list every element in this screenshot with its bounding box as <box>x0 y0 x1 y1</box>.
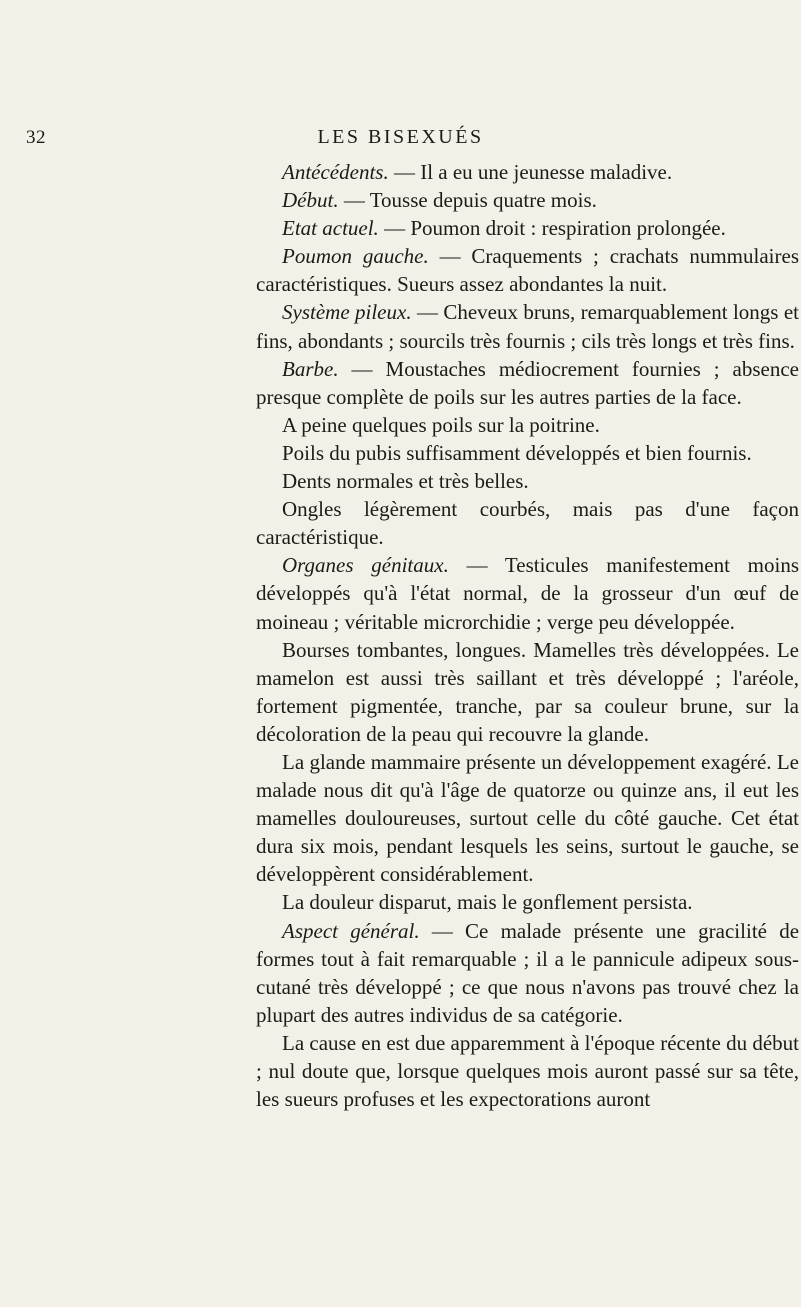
paragraph <box>256 495 799 551</box>
paragraph-text: — Il a eu une jeunesse maladive. <box>388 160 673 184</box>
paragraph-lead: Début. <box>282 188 339 213</box>
paragraph-text: La douleur disparut, mais le gonflement persista. <box>282 890 693 915</box>
paragraph-lead: Aspect général. <box>282 918 420 943</box>
paragraph-lead: Organes génitaux. <box>282 553 449 578</box>
paragraph-lead: Système pileux. <box>282 300 412 325</box>
paragraph-lead: Antécédents. <box>282 160 389 184</box>
body-text <box>256 158 799 1113</box>
paragraph-text: — Craquements ; crachats nummulaires caractéristiques. Sueurs assez abondantes la nuit. <box>256 244 799 297</box>
paragraph-text: La glande mammaire présente un développement exagéré. Le malade nous dit qu'à l'âge de quatorze ou quinze ans, il eut les mamelles douloureuses, surtout celle du côté gauche. Cet état dura six mois, pendant lesquels les seins, surtout le gauche, se développèrent considérablement. <box>256 749 799 887</box>
paragraph-text: La cause en est due apparemment à l'époque récente du début ; nul doute que, lorsque quelques mois auront passé sur sa tête, les sueurs profuses et les expectorations auront <box>256 1030 799 1112</box>
paragraph-text: — Tousse depuis quatre mois. <box>338 188 597 213</box>
paragraph <box>256 214 799 242</box>
paragraph <box>256 411 799 439</box>
paragraph <box>256 355 799 411</box>
paragraph-text: Ongles légèrement courbés, mais pas d'une façon caractéristique. <box>256 497 799 550</box>
paragraph <box>256 636 799 748</box>
paragraph <box>256 158 799 186</box>
paragraph-text: Poils du pubis suffisamment développés et bien fournis. <box>282 440 752 465</box>
running-title: LES BISEXUÉS <box>317 126 484 148</box>
paragraph-text: Dents normales et très belles. <box>282 469 529 494</box>
paragraph <box>256 1029 799 1113</box>
paragraph <box>256 888 799 916</box>
paragraph <box>256 551 799 635</box>
paragraph <box>256 748 799 888</box>
paragraph-text: — Poumon droit : respiration prolongée. <box>378 216 726 241</box>
paragraph-lead: Barbe. <box>282 356 339 381</box>
page-number: 32 <box>26 127 46 148</box>
paragraph <box>256 467 799 495</box>
paragraph <box>256 186 799 214</box>
paragraph-text: — Testicules manifestement moins développés qu'à l'état normal, de la grosseur d'un œuf de moineau ; véritable microrchidie ; verge peu développée. <box>256 553 799 634</box>
paragraph <box>256 439 799 467</box>
paragraph-text: — Moustaches médiocrement fournies ; absence presque complète de poils sur les autres parties de la face. <box>256 356 799 409</box>
paragraph-text: — Ce malade présente une gracilité de formes tout à fait remarquable ; il a le pannicule adipeux sous-cutané très développé ; ce que nous n'avons pas trouvé chez la plupart des autres individus de sa catégorie. <box>256 918 800 1027</box>
paragraph-lead: Poumon gauche. <box>282 244 429 269</box>
paragraph <box>256 298 799 354</box>
paragraph-text: — Cheveux bruns, remarquablement longs et fins, abondants ; sourcils très fournis ; cils très longs et très fins. <box>256 300 799 353</box>
paragraph-text: Bourses tombantes, longues. Mamelles très développées. Le mamelon est aussi très saillant et très développé ; l'aréole, fortement pigmentée, tranche, par sa couleur brune, sur la décoloration de la peau qui recouvre la glande. <box>256 637 799 746</box>
paragraph-text: A peine quelques poils sur la poitrine. <box>282 412 600 437</box>
paragraph <box>256 917 799 1029</box>
paragraph <box>256 242 799 298</box>
paragraph-lead: Etat actuel. <box>282 216 379 241</box>
